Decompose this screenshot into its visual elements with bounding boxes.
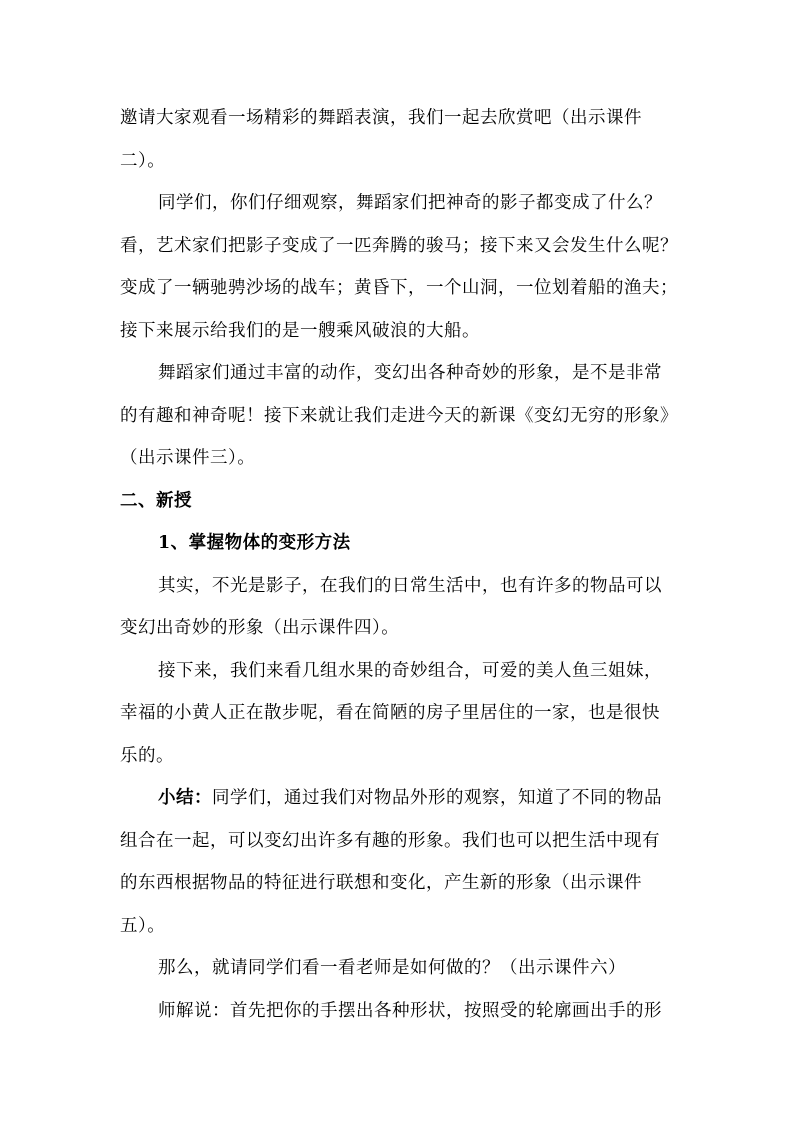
summary-text: 同学们，通过我们对物品外形的观察，知道了不同的物品	[212, 788, 662, 808]
text-line: 的有趣和神奇呢！接下来就让我们走进今天的新课《变幻无穷的形象》	[120, 406, 678, 426]
text-line: 变成了一辆驰骋沙场的战车；黄昏下，一个山洞，一位划着船的渔夫；	[120, 278, 678, 298]
text-line: 接下来，我们来看几组水果的奇妙组合，可爱的美人鱼三姐妹，	[158, 661, 662, 681]
teacher-label: 师解说：	[158, 1001, 230, 1021]
section-heading: 二、新授	[120, 491, 192, 511]
text-line: 那么，就请同学们看一看老师是如何做的？（出示课件六）	[158, 958, 626, 978]
text-line: 乐的。	[120, 746, 174, 766]
text-line: 同学们，你们仔细观察，舞蹈家们把神奇的影子都变成了什么？	[158, 193, 662, 213]
text-line: 的东西根据物品的特征进行联想和变化，产生新的形象（出示课件	[120, 873, 642, 893]
text-line: 幸福的小黄人正在散步呢，看在简陋的房子里居住的一家，也是很快	[120, 703, 660, 723]
summary-line	[158, 787, 714, 809]
text-line: 变幻出奇妙的形象（出示课件四）。	[120, 618, 400, 638]
summary-label: 小结：	[158, 788, 212, 808]
text-line: 邀请大家观看一场精彩的舞蹈表演，我们一起去欣赏吧（出示课件	[120, 108, 642, 128]
text-line: 其实，不光是影子，在我们的日常生活中，也有许多的物品可以	[158, 576, 662, 596]
text-line: 五）。	[120, 916, 166, 936]
text-line: 组合在一起，可以变幻出许多有趣的形象。我们也可以把生活中现有	[120, 831, 660, 851]
teacher-text: 首先把你的手摆出各种形状，按照受的轮廓画出手的形	[230, 1001, 662, 1021]
text-line: 接下来展示给我们的是一艘乘风破浪的大船。	[120, 321, 480, 341]
text-line: 看，艺术家们把影子变成了一匹奔腾的骏马；接下来又会发生什么呢？	[120, 236, 678, 256]
text-line: 舞蹈家们通过丰富的动作，变幻出各种奇妙的形象，是不是非常	[158, 363, 662, 383]
text-line: （出示课件三）。	[120, 448, 256, 468]
text-line: 二）。	[120, 151, 166, 171]
teacher-explanation-line	[158, 1000, 714, 1022]
subsection-heading: 1、掌握物体的变形方法	[158, 533, 351, 553]
